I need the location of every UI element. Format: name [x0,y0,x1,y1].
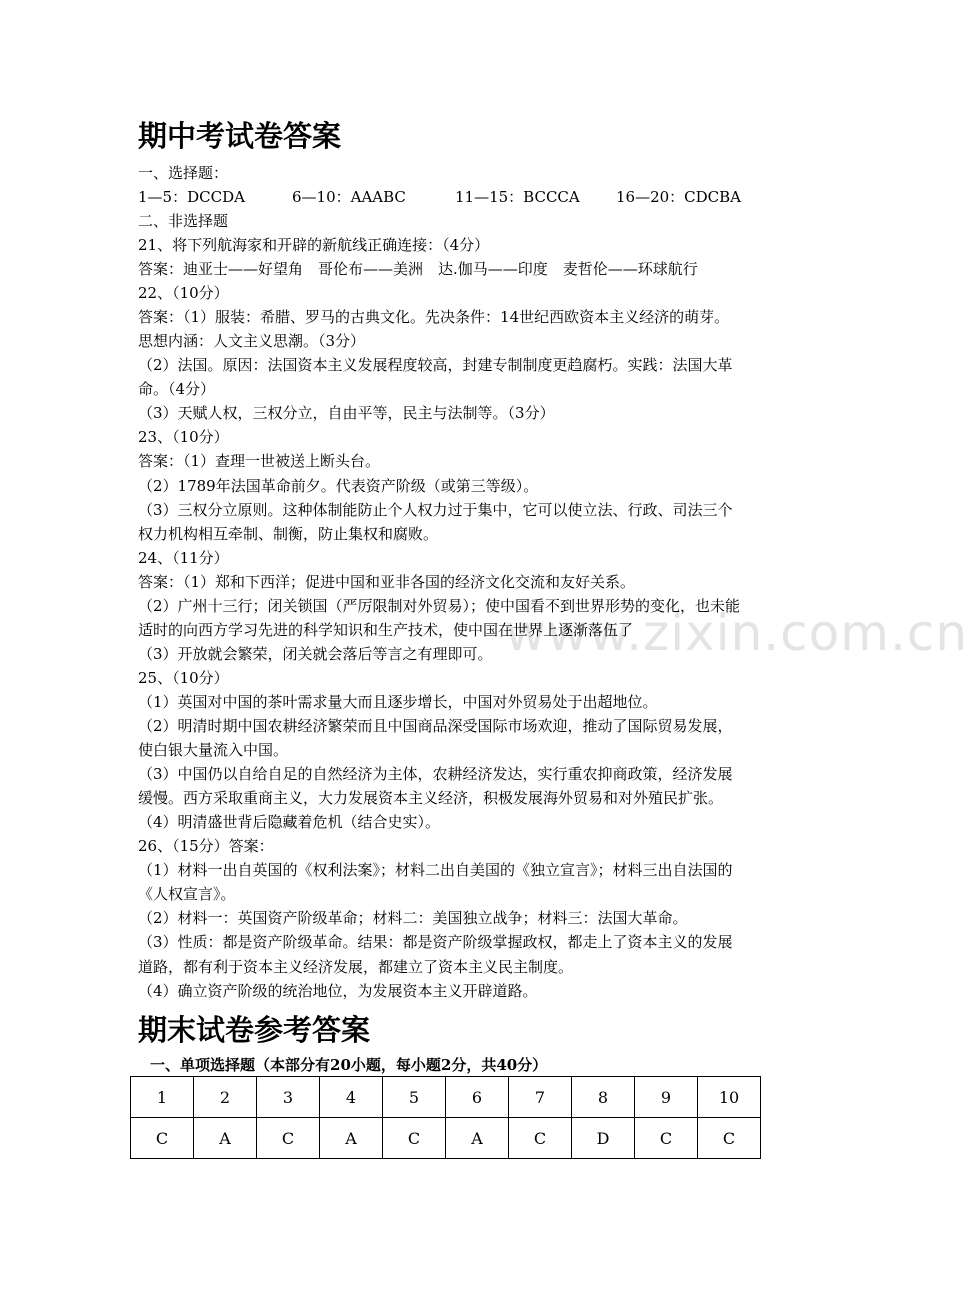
table-cell-number: 3 [257,1077,320,1118]
section-multiple-choice: 一、选择题： [138,164,229,182]
mc-answers-16-20: 16—20：CDCBA [616,188,742,206]
mc-answers-6-10: 6—10：AAABC [292,188,406,206]
answer-line: 思想内涵：人文主义思潮。（3分） [138,332,366,350]
table-cell-number: 4 [320,1077,383,1118]
midterm-title: 期中考试卷答案 [138,119,342,153]
answer-line: 使白银大量流入中国。 [138,741,289,759]
answer-line: 21、将下列航海家和开辟的新航线正确连接：（4分） [138,236,490,254]
table-cell-answer: C [698,1118,761,1159]
answer-line: 答案：（1）服装：希腊、罗马的古典文化。先决条件：14世纪西欧资本主义经济的萌芽。 [138,308,730,326]
answer-line: （3）天赋人权，三权分立，自由平等，民主与法制等。（3分） [138,404,555,422]
table-cell-number: 2 [194,1077,257,1118]
answer-line: （3）性质：都是资产阶级革命。结果：都是资产阶级掌握政权，都走上了资本主义的发展 [138,933,733,951]
answer-line: 权力机构相互牵制、制衡，防止集权和腐败。 [138,525,439,543]
table-cell-answer: A [194,1118,257,1159]
answer-line: 24、（11分） [138,549,229,567]
question-number-row [131,1077,761,1118]
table-cell-number: 9 [635,1077,698,1118]
answer-line: （1）英国对中国的茶叶需求量大而且逐步增长，中国对外贸易处于出超地位。 [138,693,658,711]
table-cell-answer: A [320,1118,383,1159]
answer-line: 答案：（1）郑和下西洋；促进中国和亚非各国的经济文化交流和友好关系。 [138,573,636,591]
table-cell-number: 6 [446,1077,509,1118]
final-title: 期末试卷参考答案 [138,1013,371,1047]
answer-line: 答案：（1）查理一世被送上断头台。 [138,452,381,470]
answer-line: （3）开放就会繁荣，闭关就会落后等言之有理即可。 [138,645,493,663]
answer-row [131,1118,761,1159]
watermark: www.zixin.com.cn [505,604,968,662]
answer-line: （2）明清时期中国农耕经济繁荣而且中国商品深受国际市场欢迎，推动了国际贸易发展， [138,717,733,735]
section-non-choice: 二、非选择题 [138,212,229,230]
answer-line: （4）明清盛世背后隐藏着危机（结合史实）。 [138,813,441,831]
answer-line: 适时的向西方学习先进的科学知识和生产技术，使中国在世界上逐渐落伍了 [138,621,634,639]
answer-line: 25、（10分） [138,669,229,687]
mc-answers-1-5: 1—5：DCCDA [138,188,245,206]
answer-line: 缓慢。西方采取重商主义，大力发展资本主义经济，积极发展海外贸易和对外殖民扩张。 [138,789,724,807]
table-cell-number: 5 [383,1077,446,1118]
answer-line: 26、（15分）答案： [138,837,274,855]
answer-line: 答案：迪亚士——好望角 哥伦布——美洲 达.伽马——印度 麦哲伦——环球航行 [138,260,698,278]
answer-line: （2）广州十三行；闭关锁国（严厉限制对外贸易）；使中国看不到世界形势的变化，也未能 [138,597,741,615]
table-cell-answer: A [446,1118,509,1159]
table-cell-number: 10 [698,1077,761,1118]
answer-line: 命。（4分） [138,380,216,398]
final-section-heading: 一、单项选择题（本部分有20小题，每小题2分，共40分） [150,1056,548,1074]
answer-line: 23、（10分） [138,428,229,446]
answer-line: （2）1789年法国革命前夕。代表资产阶级（或第三等级）。 [138,477,539,495]
table-cell-answer: C [257,1118,320,1159]
table-cell-number: 7 [509,1077,572,1118]
answer-line: （1）材料一出自英国的《权利法案》；材料二出自美国的《独立宣言》；材料三出自法国的 [138,861,733,879]
table-cell-answer: C [509,1118,572,1159]
table-cell-number: 8 [572,1077,635,1118]
mc-answers-11-15: 11—15：BCCCA [455,188,580,206]
answer-line: （3）三权分立原则。这种体制能防止个人权力过于集中，它可以使立法、行政、司法三个 [138,501,733,519]
table-cell-answer: C [383,1118,446,1159]
answer-table [130,1076,761,1159]
answer-line: （2）法国。原因：法国资本主义发展程度较高，封建专制制度更趋腐朽。实践：法国大革 [138,356,733,374]
answer-line: 道路，都有利于资本主义经济发展，都建立了资本主义民主制度。 [138,958,574,976]
table-cell-answer: C [635,1118,698,1159]
answer-line: 22、（10分） [138,284,229,302]
answer-line: 《人权宣言》。 [138,885,236,903]
answer-line: （4）确立资产阶级的统治地位，为发展资本主义开辟道路。 [138,982,538,1000]
answer-line: （2）材料一：英国资产阶级革命；材料二：美国独立战争；材料三：法国大革命。 [138,909,688,927]
answer-line: （3）中国仍以自给自足的自然经济为主体，农耕经济发达，实行重农抑商政策，经济发展 [138,765,733,783]
table-cell-answer: D [572,1118,635,1159]
table-cell-number: 1 [131,1077,194,1118]
table-cell-answer: C [131,1118,194,1159]
